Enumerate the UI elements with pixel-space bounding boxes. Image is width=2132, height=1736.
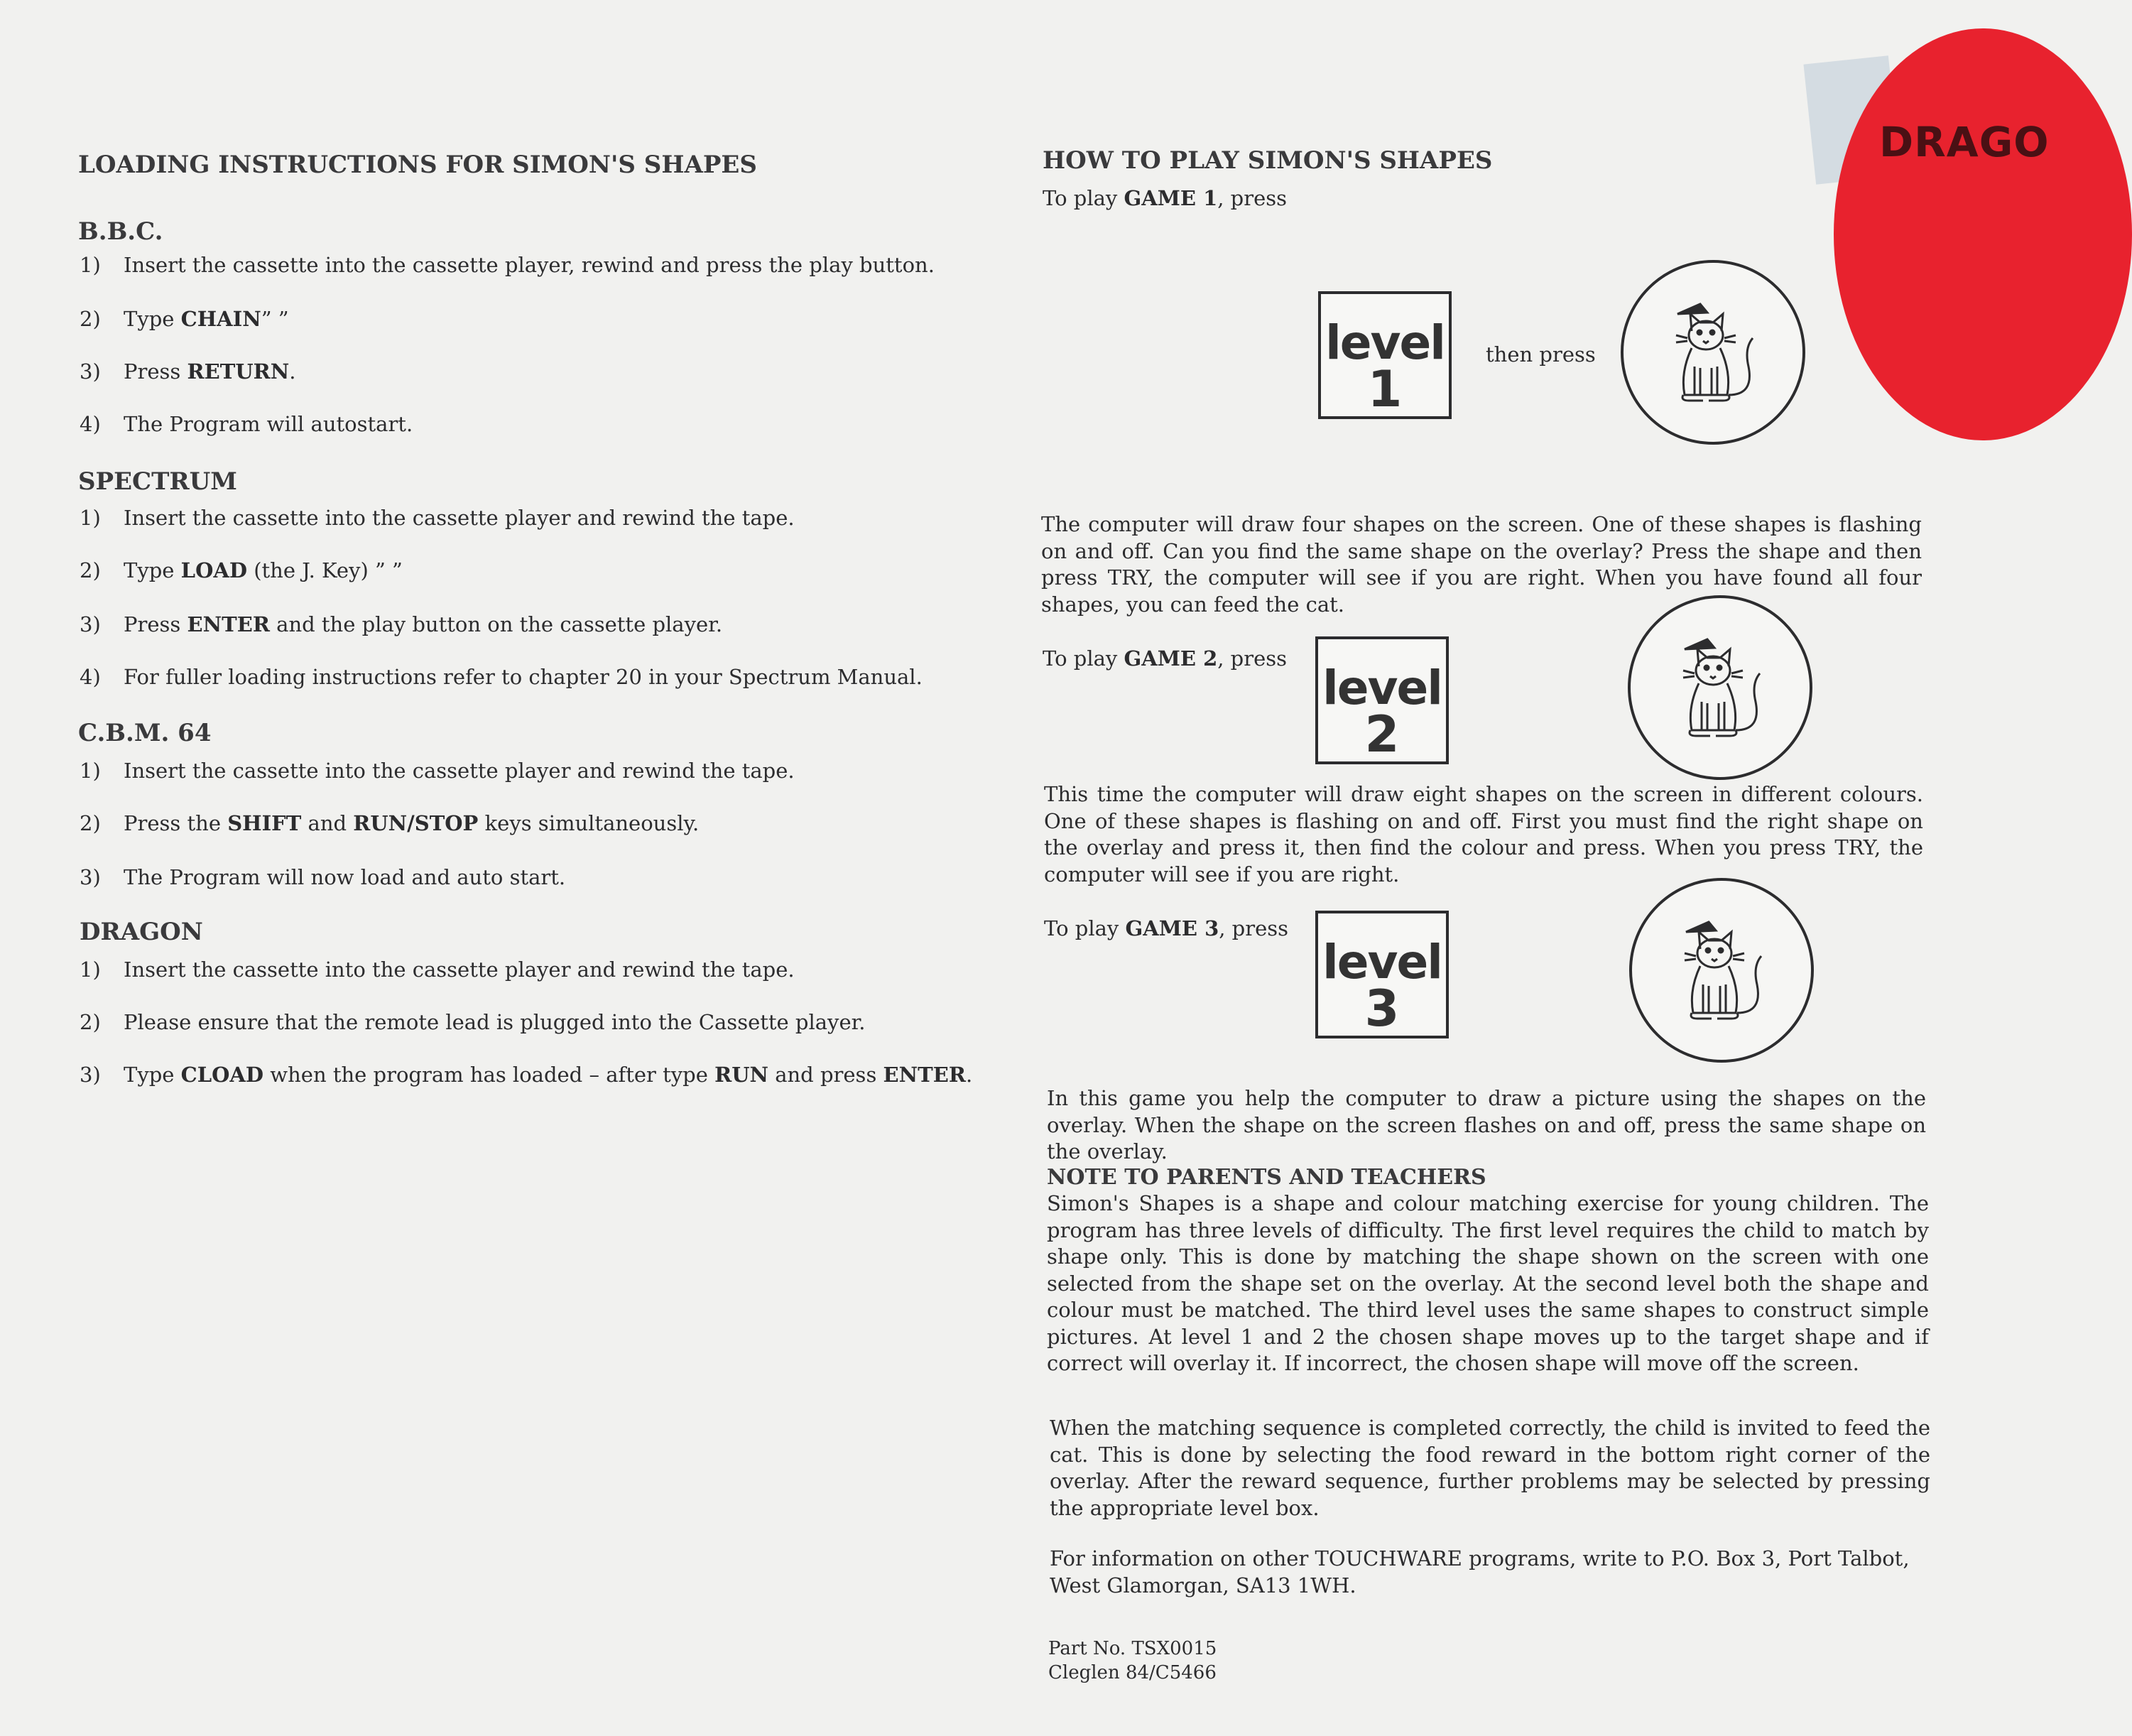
then-press-label: then press (1486, 342, 1596, 367)
level-3-box: level 3 (1315, 911, 1449, 1038)
game2-description: This time the computer will draw eight shapes on the screen in different colours. One of these shapes is flashing on and off. First you must find the right shape on the overlay and press it, then find the colour and press. When you press TRY, the computer will see if you are right. (1044, 782, 1923, 886)
cat-button (1629, 878, 1814, 1063)
game1-description: The computer will draw four shapes on the screen. One of these shapes is flashing on and off. Can you find the same shape on the overlay? Press the shape and then press TRY, the computer will see if you are right. When you have found all four shapes, you can feed the cat. (1041, 512, 1922, 617)
cat-icon (1672, 906, 1771, 1034)
cat-button (1621, 260, 1805, 445)
reward-text: When the matching sequence is completed correctly, the child is invited to feed the cat. This is done by selecting the food reward in the bottom right corner of the overlay. After the reward sequence, further problems may be selected by pressing the appropriate level box. (1050, 1416, 1930, 1520)
loading-title: LOADING INSTRUCTIONS FOR SIMON'S SHAPES (78, 151, 757, 179)
howto-title: HOW TO PLAY SIMON'S SHAPES (1043, 146, 1493, 175)
sticker-label: DRAGO (1879, 118, 2050, 166)
cleglen-code: Cleglen 84/C5466 (1048, 1662, 1217, 1683)
note-text: Simon's Shapes is a shape and colour matching exercise for young children. The program has three levels of difficulty. The first level requires the child to match by shape only. This is done by matching the shape shown on the screen with one selected from the shape set on the overlay. At the second level both the shape and colour must be matched. The third level uses the same shapes to construct simple pictures. At level 1 and 2 the chosen shape moves up to the target shape and if correct will overlay it. If incorrect, the chosen shape will move off the screen. (1047, 1191, 1929, 1375)
game1-instruction: To play GAME 1, press (1043, 186, 1288, 210)
red-sticker (1834, 28, 2132, 440)
part-number: Part No. TSX0015 (1048, 1638, 1217, 1659)
cat-button (1628, 595, 1812, 780)
section-heading-cbm64: C.B.M. 64 (78, 719, 212, 747)
level-2-box: level 2 (1315, 636, 1449, 764)
section-heading-dragon: DRAGON (80, 918, 203, 946)
info-text: For information on other TOUCHWARE programs, write to P.O. Box 3, Port Talbot, West Glamorgan, SA13 1WH. (1050, 1546, 1910, 1597)
note-heading: NOTE TO PARENTS AND TEACHERS (1047, 1165, 1486, 1190)
section-heading-bbc: B.B.C. (78, 217, 163, 246)
cat-icon (1670, 624, 1770, 752)
game3-instruction: To play GAME 3, press (1044, 916, 1289, 940)
game3-description: In this game you help the computer to draw a picture using the shapes on the overlay. When the shape on the screen flashes on and off, press the same shape on the overlay. (1047, 1086, 1926, 1163)
game2-instruction: To play GAME 2, press (1043, 646, 1288, 671)
level-1-box: level 1 (1318, 291, 1452, 419)
cat-icon (1663, 288, 1763, 416)
section-heading-spectrum: SPECTRUM (78, 467, 237, 496)
